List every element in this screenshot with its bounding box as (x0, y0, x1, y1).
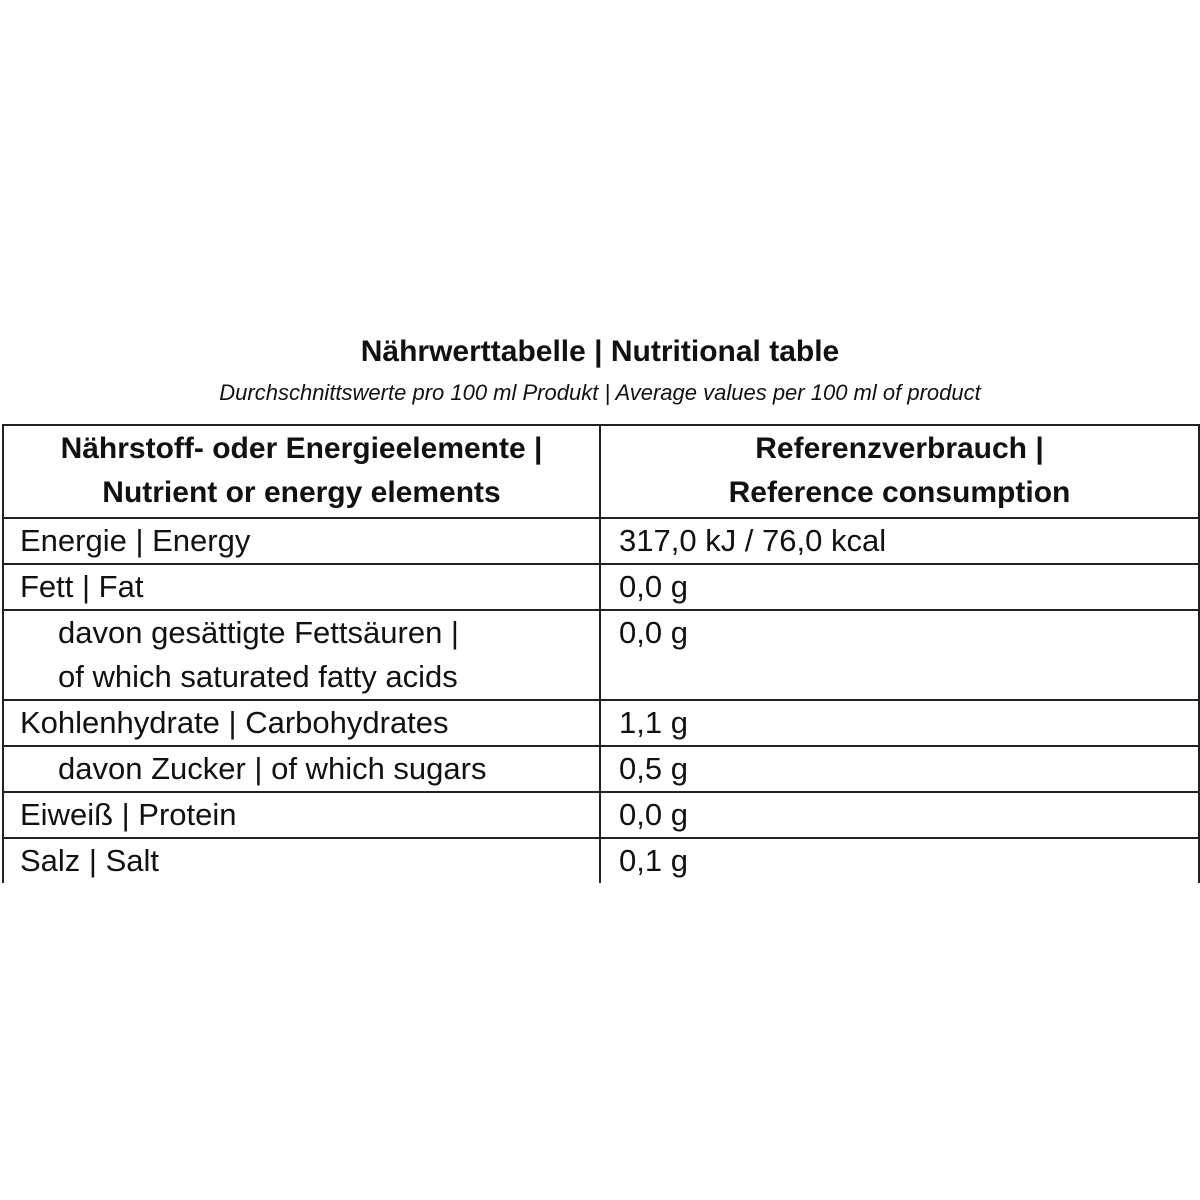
row-label-de: davon gesättigte Fettsäuren | (58, 615, 459, 650)
header-nutrient-en: Nutrient or energy elements (102, 476, 501, 509)
nutrition-table (2, 424, 1200, 883)
row-label: Fett | Fat (3, 564, 600, 610)
table-subtitle: Durchschnittswerte pro 100 ml Produkt | Average values per 100 ml of product (219, 380, 981, 405)
row-label: Energie | Energy (3, 518, 600, 564)
table-row-fat (3, 564, 1199, 610)
row-label-en: of which saturated fatty acids (58, 659, 458, 694)
header-reference-de: Referenzverbrauch | (755, 432, 1044, 465)
row-label (3, 610, 600, 700)
table-row-energy (3, 518, 1199, 564)
table-row-salt (3, 838, 1199, 883)
row-value: 0,5 g (600, 746, 1199, 792)
table-row-protein (3, 792, 1199, 838)
row-label: davon Zucker | of which sugars (3, 746, 600, 792)
header-row (3, 425, 1199, 518)
row-label: Kohlenhydrate | Carbohydrates (3, 700, 600, 746)
table-row-carbohydrates (3, 700, 1199, 746)
header-reference (600, 425, 1199, 518)
row-value: 317,0 kJ / 76,0 kcal (600, 518, 1199, 564)
row-value: 0,0 g (600, 610, 1199, 700)
table-row-saturated-fat (3, 610, 1199, 700)
header-nutrient (3, 425, 600, 518)
header-reference-en: Reference consumption (728, 476, 1071, 509)
header-nutrient-de: Nährstoff- oder Energieelemente | (60, 432, 543, 465)
row-value: 0,1 g (600, 838, 1199, 883)
table-row-sugars (3, 746, 1199, 792)
row-value: 0,0 g (600, 564, 1199, 610)
row-label: Salz | Salt (3, 838, 600, 883)
table-title: Nährwerttabelle | Nutritional table (360, 335, 840, 368)
row-value: 1,1 g (600, 700, 1199, 746)
row-label: Eiweiß | Protein (3, 792, 600, 838)
row-value: 0,0 g (600, 792, 1199, 838)
